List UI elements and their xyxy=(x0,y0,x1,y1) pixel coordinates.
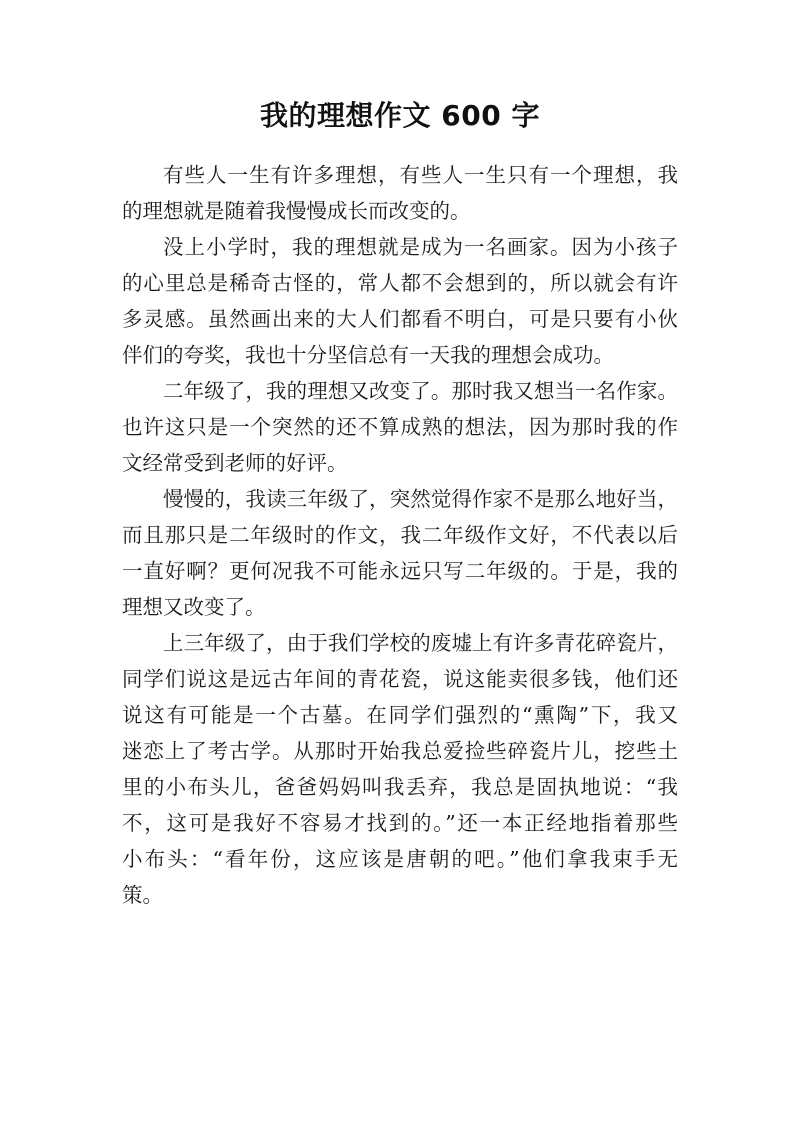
paragraph-line: 同学们说这是远古年间的青花瓷，说这能卖很多钱，他们还 xyxy=(122,667,678,691)
document-title: 我的理想作文 600 字 xyxy=(260,99,540,132)
paragraph-line: 策。 xyxy=(122,883,163,907)
paragraph-3 xyxy=(122,376,678,478)
paragraph-line: 没上小学时，我的理想就是成为一名画家。因为小孩子 xyxy=(163,235,678,259)
paragraph-line: 理想又改变了。 xyxy=(122,595,266,619)
paragraph-line: 一直好啊？更何况我不可能永远只写二年级的。于是，我的 xyxy=(122,559,678,583)
paragraph-line: 上三年级了，由于我们学校的废墟上有许多青花碎瓷片， xyxy=(163,631,678,655)
paragraph-line: 伴们的夸奖，我也十分坚信总有一天我的理想会成功。 xyxy=(122,343,614,367)
paragraph-line: 的理想就是随着我慢慢成长而改变的。 xyxy=(122,199,471,223)
paragraph-5 xyxy=(122,628,678,910)
paragraph-line: 文经常受到老师的好评。 xyxy=(122,451,348,475)
paragraph-1 xyxy=(122,160,678,226)
paragraph-line: 有些人一生有许多理想，有些人一生只有一个理想，我 xyxy=(163,163,678,187)
paragraph-line: 慢慢的，我读三年级了，突然觉得作家不是那么地好当， xyxy=(163,487,678,511)
paragraph-line: 也许这只是一个突然的还不算成熟的想法，因为那时我的作 xyxy=(122,415,678,439)
paragraph-line: 迷恋上了考古学。从那时开始我总爱捡些碎瓷片儿，挖些土 xyxy=(122,739,678,763)
paragraph-line: 多灵感。虽然画出来的大人们都看不明白，可是只要有小伙 xyxy=(122,307,678,331)
document-body xyxy=(122,160,678,916)
paragraph-line: 小布头：“看年份，这应该是唐朝的吧。”他们拿我束手无 xyxy=(122,847,678,871)
paragraph-line: 不，这可是我好不容易才找到的。”还一本正经地指着那些 xyxy=(122,811,678,835)
paragraph-line: 里的小布头儿，爸爸妈妈叫我丢弃，我总是固执地说：“我 xyxy=(122,775,678,799)
paragraph-4 xyxy=(122,484,678,622)
paragraph-2 xyxy=(122,232,678,370)
paragraph-line: 二年级了，我的理想又改变了。那时我又想当一名作家。 xyxy=(163,379,678,403)
paragraph-line: 的心里总是稀奇古怪的，常人都不会想到的，所以就会有许 xyxy=(122,271,678,295)
paragraph-line: 而且那只是二年级时的作文，我二年级作文好，不代表以后 xyxy=(122,523,678,547)
paragraph-line: 说这有可能是一个古墓。在同学们强烈的“熏陶”下，我又 xyxy=(122,703,678,727)
